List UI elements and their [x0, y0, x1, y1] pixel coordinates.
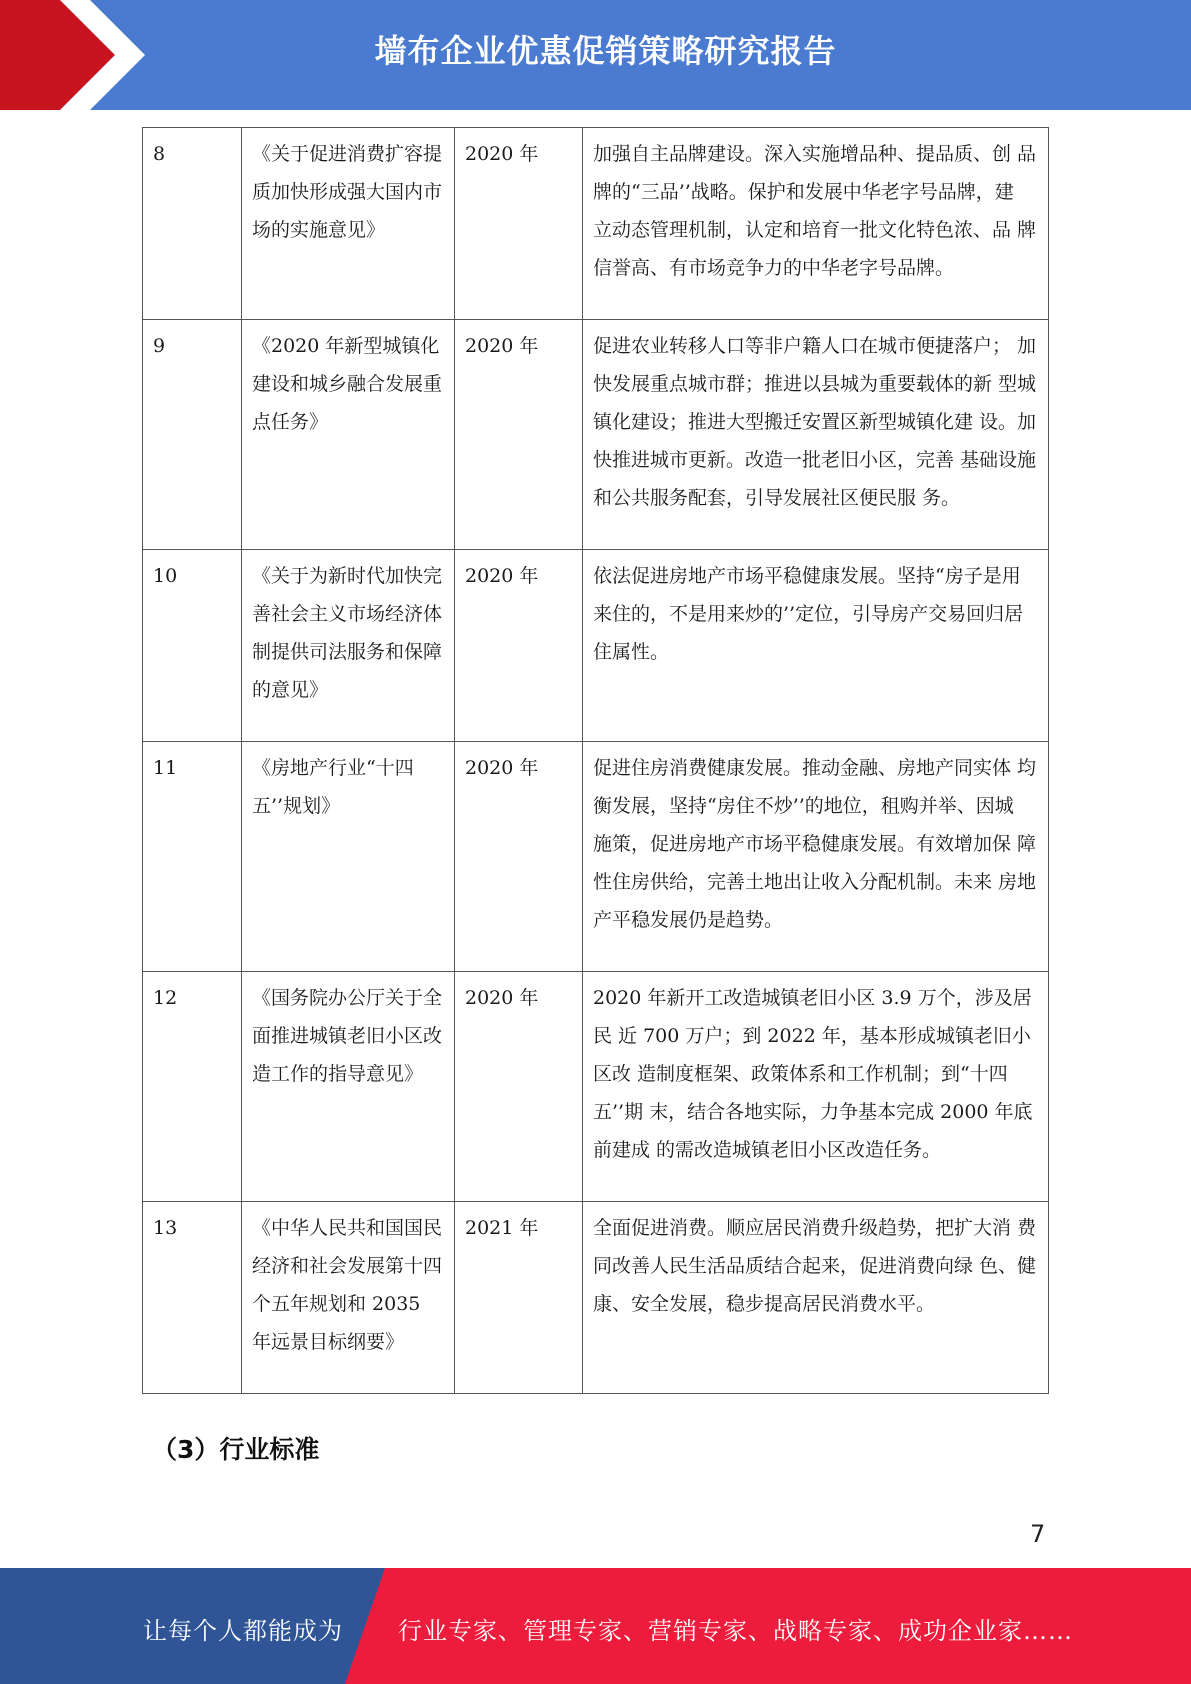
- footer-slogan-right: 行业专家、管理专家、营销专家、战略专家、成功企业家……: [398, 1617, 1073, 1645]
- document-name-cell: 《关于促进消费扩容提质加快形成强大国内市场的实施意见》: [242, 128, 455, 320]
- document-name-cell: 《国务院办公厅关于全面推进城镇老旧小区改造工作的指导意见》: [242, 972, 455, 1202]
- table-row: [143, 972, 1049, 1202]
- table-row: [143, 742, 1049, 972]
- page-footer: [0, 1568, 1191, 1684]
- content-cell: 依法促进房地产市场平稳健康发展。坚持“房子是用 来住的，不是用来炒的’’定位，引导房产交易回归居 住属性。: [583, 550, 1049, 742]
- policy-table-body: [143, 128, 1049, 1394]
- footer-slogan-left: 让每个人都能成为: [143, 1617, 343, 1645]
- year-cell: 2020 年: [455, 742, 583, 972]
- year-cell: 2020 年: [455, 320, 583, 550]
- row-number-cell: 11: [143, 742, 242, 972]
- content-cell: 2020 年新开工改造城镇老旧小区 3.9 万个，涉及居民 近 700 万户；到 2022 年，基本形成城镇老旧小区改 造制度框架、政策体系和工作机制；到“十四五’’期 末，结合各地实际，力争基本完成 2000 年底前建成 的需改造城镇老旧小区改造任务。: [583, 972, 1049, 1202]
- table-row: [143, 128, 1049, 320]
- document-name-cell: 《2020 年新型城镇化建设和城乡融合发展重点任务》: [242, 320, 455, 550]
- table-row: [143, 550, 1049, 742]
- year-cell: 2020 年: [455, 128, 583, 320]
- content-cell: 加强自主品牌建设。深入实施增品种、提品质、创 品牌的“三品’’战略。保护和发展中华老字号品牌，建 立动态管理机制，认定和培育一批文化特色浓、品 牌信誉高、有市场竞争力的中华老字号品牌。: [583, 128, 1049, 320]
- policy-table: [142, 127, 1049, 1394]
- content-cell: 全面促进消费。顺应居民消费升级趋势，把扩大消 费同改善人民生活品质结合起来，促进消费向绿 色、健康、安全发展，稳步提高居民消费水平。: [583, 1202, 1049, 1394]
- document-name-cell: 《房地产行业“十四五’’规划》: [242, 742, 455, 972]
- row-number-cell: 9: [143, 320, 242, 550]
- table-row: [143, 1202, 1049, 1394]
- page-number: 7: [1030, 1520, 1046, 1548]
- row-number-cell: 10: [143, 550, 242, 742]
- year-cell: 2020 年: [455, 972, 583, 1202]
- section-heading: （3）行业标准: [152, 1435, 320, 1464]
- report-title: 墙布企业优惠促销策略研究报告: [374, 32, 837, 70]
- content-cell: 促进农业转移人口等非户籍人口在城市便捷落户； 加快发展重点城市群；推进以县城为重要载体的新 型城镇化建设；推进大型搬迁安置区新型城镇化建 设。加快推进城市更新。改造一批老旧小区，完善 基础设施和公共服务配套，引导发展社区便民服 务。: [583, 320, 1049, 550]
- row-number-cell: 8: [143, 128, 242, 320]
- document-name-cell: 《中华人民共和国国民经济和社会发展第十四个五年规划和 2035 年远景目标纲要》: [242, 1202, 455, 1394]
- year-cell: 2021 年: [455, 1202, 583, 1394]
- row-number-cell: 13: [143, 1202, 242, 1394]
- table-row: [143, 320, 1049, 550]
- year-cell: 2020 年: [455, 550, 583, 742]
- page-header: [0, 0, 1191, 110]
- document-name-cell: 《关于为新时代加快完善社会主义市场经济体制提供司法服务和保障的意见》: [242, 550, 455, 742]
- row-number-cell: 12: [143, 972, 242, 1202]
- content-cell: 促进住房消费健康发展。推动金融、房地产同实体 均衡发展，坚持“房住不炒’’的地位，租购并举、因城 施策，促进房地产市场平稳健康发展。有效增加保 障性住房供给，完善土地出让收入分配机制。未来 房地产平稳发展仍是趋势。: [583, 742, 1049, 972]
